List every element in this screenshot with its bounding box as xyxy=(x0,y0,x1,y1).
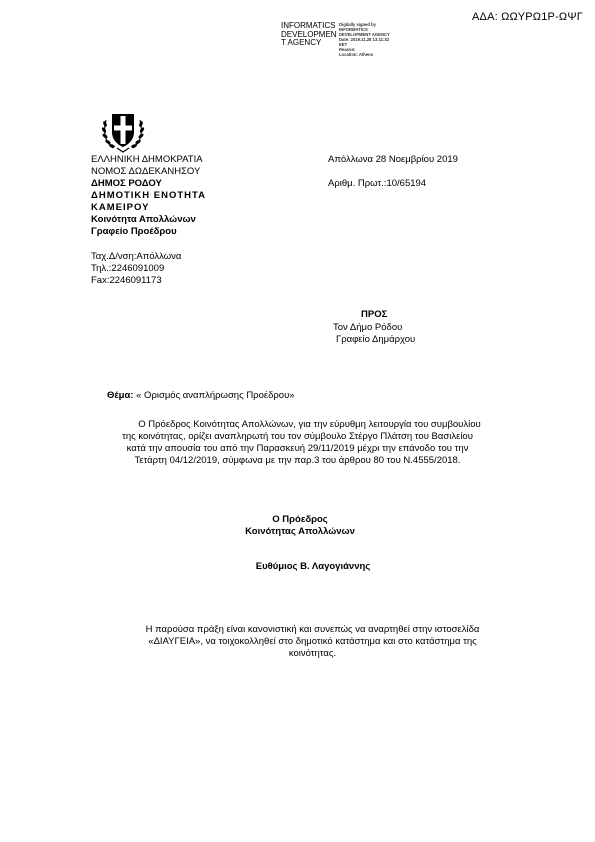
sender-community: Κοινότητα Απολλώνων xyxy=(91,214,196,225)
sender-prefecture: ΝΟΜΟΣ ΔΩΔΕΚΑΝΗΣΟΥ xyxy=(91,166,201,177)
watermark-line: INFORMATICS xyxy=(281,21,336,30)
sender-unit: ΔΗΜΟΤΙΚΗ ΕΝΟΤΗΤΑ xyxy=(91,190,207,201)
watermark-line: Digitally signed by xyxy=(339,22,376,27)
signature-title xyxy=(200,514,400,538)
footer-note xyxy=(0,624,595,660)
watermark-line: DEVELOPMENT AGENCY xyxy=(339,32,390,37)
body-line: Ο Πρόεδρος Κοινότητας Απολλώνων, για την εύρυθμη λειτουργία του συμβουλίου xyxy=(138,419,481,430)
greek-coat-of-arms-icon xyxy=(99,108,147,154)
watermark-line: Location: Athens xyxy=(339,52,374,57)
watermark-line: T AGENCY xyxy=(281,38,322,47)
contact-block xyxy=(91,251,181,287)
recipient-line-1: Τον Δήμο Ρόδου xyxy=(333,322,403,333)
protocol-number: Αριθμ. Πρωτ.:10/65194 xyxy=(328,178,427,189)
signature-watermark-right xyxy=(339,22,390,57)
signature-role: Ο Πρόεδρος xyxy=(272,514,328,525)
footer-line: «ΔΙΑΥΓΕΙΑ», να τοιχοκολληθεί στο δημοτικό κατάστημα και στο κατάστημα της xyxy=(148,636,477,647)
signature-watermark-left xyxy=(281,22,337,48)
contact-fax: Fax:2246091173 xyxy=(91,275,162,286)
sender-office: Γραφείο Προέδρου xyxy=(91,226,177,237)
sender-country: ΕΛΛΗΝΙΚΗ ΔΗΜΟΚΡΑΤΙΑ xyxy=(91,154,203,165)
subject-text: « Ορισμός αναπλήρωσης Προέδρου» xyxy=(133,390,295,401)
body-line: κατά την απουσία του από την Παρασκευή 29/11/2019 μέχρι την επάνοδο του την xyxy=(126,443,469,454)
footer-line: Η παρούσα πράξη είναι κανονιστική και συνεπώς να αναρτηθεί στην ιστοσελίδα xyxy=(145,624,480,635)
subject-line xyxy=(107,390,295,402)
ada-code: ΑΔΑ: ΩΩΥΡΩ1Ρ-ΩΨΓ xyxy=(471,11,583,23)
watermark-line: EET xyxy=(339,42,348,47)
footer-line: κοινότητας. xyxy=(288,648,337,659)
watermark-line: DEVELOPMEN xyxy=(281,29,337,39)
watermark-line: Reason: xyxy=(339,47,356,52)
recipient-line-2: Γραφείο Δημάρχου xyxy=(336,334,416,345)
sender-unit-name: ΚΑΜΕΙΡΟΥ xyxy=(91,202,150,213)
sender-municipality: ΔΗΜΟΣ ΡΟΔΟΥ xyxy=(91,178,162,189)
body-line: της κοινότητας, ορίζει αναπληρωτή του τον σύμβουλο Στέργο Πλάτση του Βασιλείου xyxy=(122,431,473,442)
document-date: Απόλλωνα 28 Νοεμβρίου 2019 xyxy=(328,154,458,165)
body-line: Τετάρτη 04/12/2019, σύμφωνα με την παρ.3 του άρθρου 80 του Ν.4555/2018. xyxy=(134,455,461,466)
contact-phone: Τηλ.:2246091009 xyxy=(91,263,165,274)
sender-block xyxy=(91,154,206,238)
watermark-line: INFORMATICS xyxy=(339,27,368,32)
recipient-label: ΠΡΟΣ xyxy=(361,309,388,320)
contact-address: Ταχ.Δ/νση:Απόλλωνα xyxy=(91,251,182,262)
signatory-name: Ευθύμιος Β. Λαγογιάννης xyxy=(255,561,371,572)
body-text xyxy=(0,419,595,467)
subject-label: Θέμα: xyxy=(107,390,134,401)
watermark-line: Date: 2019.11.28 13:11:32 xyxy=(339,37,390,42)
signature-community: Κοινότητας Απολλώνων xyxy=(245,526,355,537)
